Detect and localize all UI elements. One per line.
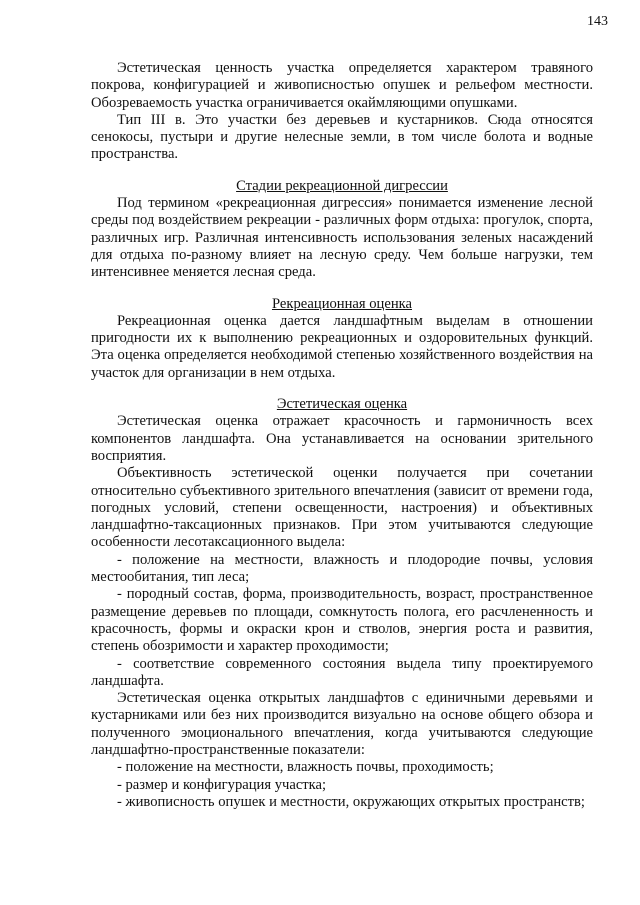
paragraph: Объективность эстетической оценки получается при сочетании относительно субъективного зрительного впечатления (зависит от времени года, погодных условий, степени освещенности, настроения) и объективных ландшафтно-таксационных признаков. При этом учитываются следующие особенности лесотаксационного выдела: <box>91 465 593 551</box>
list-item: - породный состав, форма, производительность, возраст, пространственное размещение деревьев по площади, сомкнутость полога, его расчлененность и красочность, формы и окраски крон и стволов, энергия роста и развития, степень обозримости и характер проходимости; <box>91 586 593 655</box>
list-item: - положение на местности, влажность почвы, проходимость; <box>117 759 494 776</box>
section-heading-recreational-assessment: Рекреационная оценка <box>271 295 413 312</box>
section-heading-aesthetic-assessment: Эстетическая оценка <box>276 396 408 413</box>
list-item: - размер и конфигурация участка; <box>117 776 327 793</box>
list-item: - живописность опушек и местности, окружающих открытых пространств; <box>117 793 585 810</box>
page-number: 143 <box>587 14 608 29</box>
page-content <box>91 60 593 811</box>
section-heading-digression: Стадии рекреационной дигрессии <box>236 177 448 194</box>
paragraph: Эстетическая оценка отражает красочность и гармоничность всех компонентов ландшафта. Она устанавливается на основании зрительного восприятия. <box>91 413 593 464</box>
paragraph: Эстетическая ценность участка определяется характером травяного покрова, конфигурацией и живописностью опушек и рельефом местности. Обозреваемость участка ограничивается окаймляющими опушками. <box>91 60 593 111</box>
list-item: - положение на местности, влажность и плодородие почвы, условия местообитания, тип леса; <box>91 551 593 586</box>
paragraph: Рекреационная оценка дается ландшафтным выделам в отношении пригодности их к выполнению рекреационных и оздоровительных функций. Эта оценка определяется необходимой степенью хозяйственного воздействия на участок для организации в нем отдыха. <box>91 312 593 381</box>
paragraph: Тип III в. Это участки без деревьев и кустарников. Сюда относятся сенокосы, пустыри и другие нелесные земли, в том числе болота и водные пространства. <box>91 111 593 163</box>
paragraph: Эстетическая оценка открытых ландшафтов с единичными деревьями и кустарниками или без них производится визуально на основе общего обзора и полученного эмоционального впечатления, когда учитываются следующие ландшафтно-пространственные показатели: <box>91 690 593 758</box>
list-item: - соответствие современного состояния выдела типу проектируемого ландшафта. <box>91 655 593 689</box>
paragraph: Под термином «рекреационная дигрессия» понимается изменение лесной среды под воздействием рекреации - различных форм отдыха: прогулок, спорта, различных игр. Различная интенсивность использования зеленых насаждений для отдыха по-разному влияет на лесную среду. Чем больше нагрузки, тем интенсивнее меняется лесная среда. <box>91 195 593 281</box>
